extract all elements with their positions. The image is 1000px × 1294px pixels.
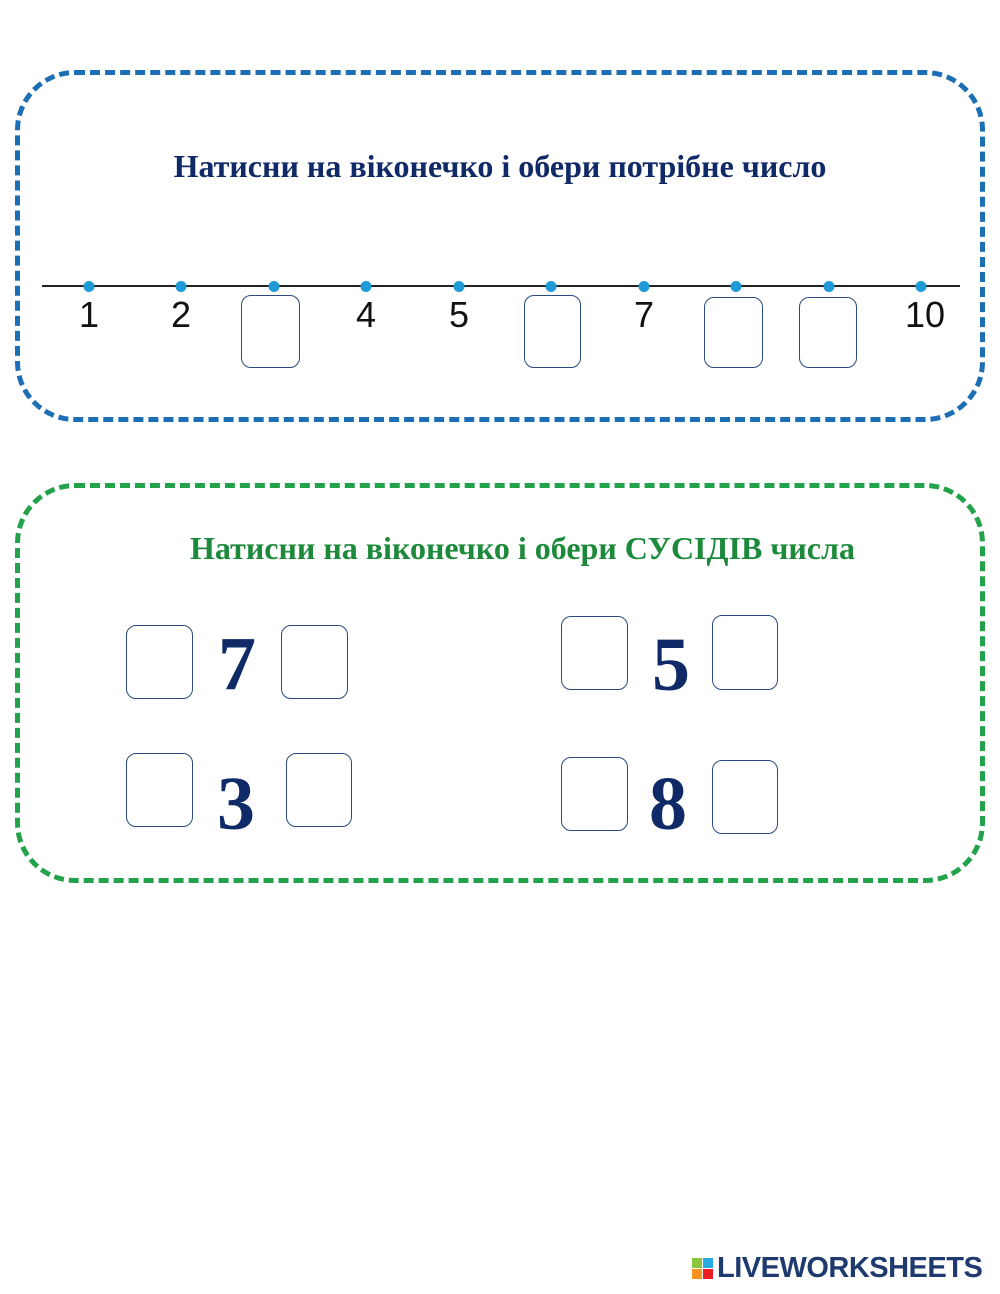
task1-panel bbox=[15, 70, 985, 422]
number-line-point-5 bbox=[454, 281, 465, 292]
number-line-point-6 bbox=[546, 281, 557, 292]
task2-instruction: Натисни на віконечко і обери СУСІДІВ числа bbox=[190, 530, 855, 566]
neighbor-left-box-8[interactable] bbox=[561, 757, 628, 831]
number-line-answer-box-9[interactable] bbox=[799, 297, 857, 368]
number-line-point-8 bbox=[731, 281, 742, 292]
number-line-label: 4 bbox=[355, 294, 377, 335]
center-number-7: 7 bbox=[218, 622, 256, 706]
center-number-3: 3 bbox=[217, 762, 255, 846]
number-line-label: 2 bbox=[170, 294, 192, 335]
neighbor-right-box-8[interactable] bbox=[712, 760, 778, 834]
number-line-label: 7 bbox=[633, 294, 655, 335]
neighbor-right-box-3[interactable] bbox=[286, 753, 352, 827]
task1-instruction: Натисни на віконечко і обери потрібне число bbox=[173, 148, 827, 184]
number-line-answer-box-3[interactable] bbox=[241, 295, 300, 368]
number-line-point-3 bbox=[269, 281, 280, 292]
neighbor-right-box-7[interactable] bbox=[281, 625, 348, 699]
neighbor-left-box-3[interactable] bbox=[126, 753, 193, 827]
neighbor-left-box-7[interactable] bbox=[126, 625, 193, 699]
number-line-answer-box-8[interactable] bbox=[704, 297, 763, 368]
number-line-point-1 bbox=[84, 281, 95, 292]
liveworksheets-logo bbox=[692, 1252, 982, 1285]
neighbor-right-box-5[interactable] bbox=[712, 615, 778, 690]
number-line-point-9 bbox=[824, 281, 835, 292]
liveworksheets-logo-icon bbox=[692, 1258, 713, 1279]
neighbor-left-box-5[interactable] bbox=[561, 616, 628, 690]
number-line-point-7 bbox=[639, 281, 650, 292]
number-line-point-4 bbox=[361, 281, 372, 292]
number-line-label: 5 bbox=[448, 294, 470, 335]
logo-text: LIVEWORKSHEETS bbox=[717, 1252, 983, 1284]
number-line-point-2 bbox=[176, 281, 187, 292]
center-number-8: 8 bbox=[649, 762, 687, 846]
number-line-label: 10 bbox=[904, 294, 946, 335]
number-line-answer-box-6[interactable] bbox=[524, 295, 581, 368]
number-line-label: 1 bbox=[78, 294, 100, 335]
number-line-point-10 bbox=[916, 281, 927, 292]
center-number-5: 5 bbox=[652, 623, 690, 707]
